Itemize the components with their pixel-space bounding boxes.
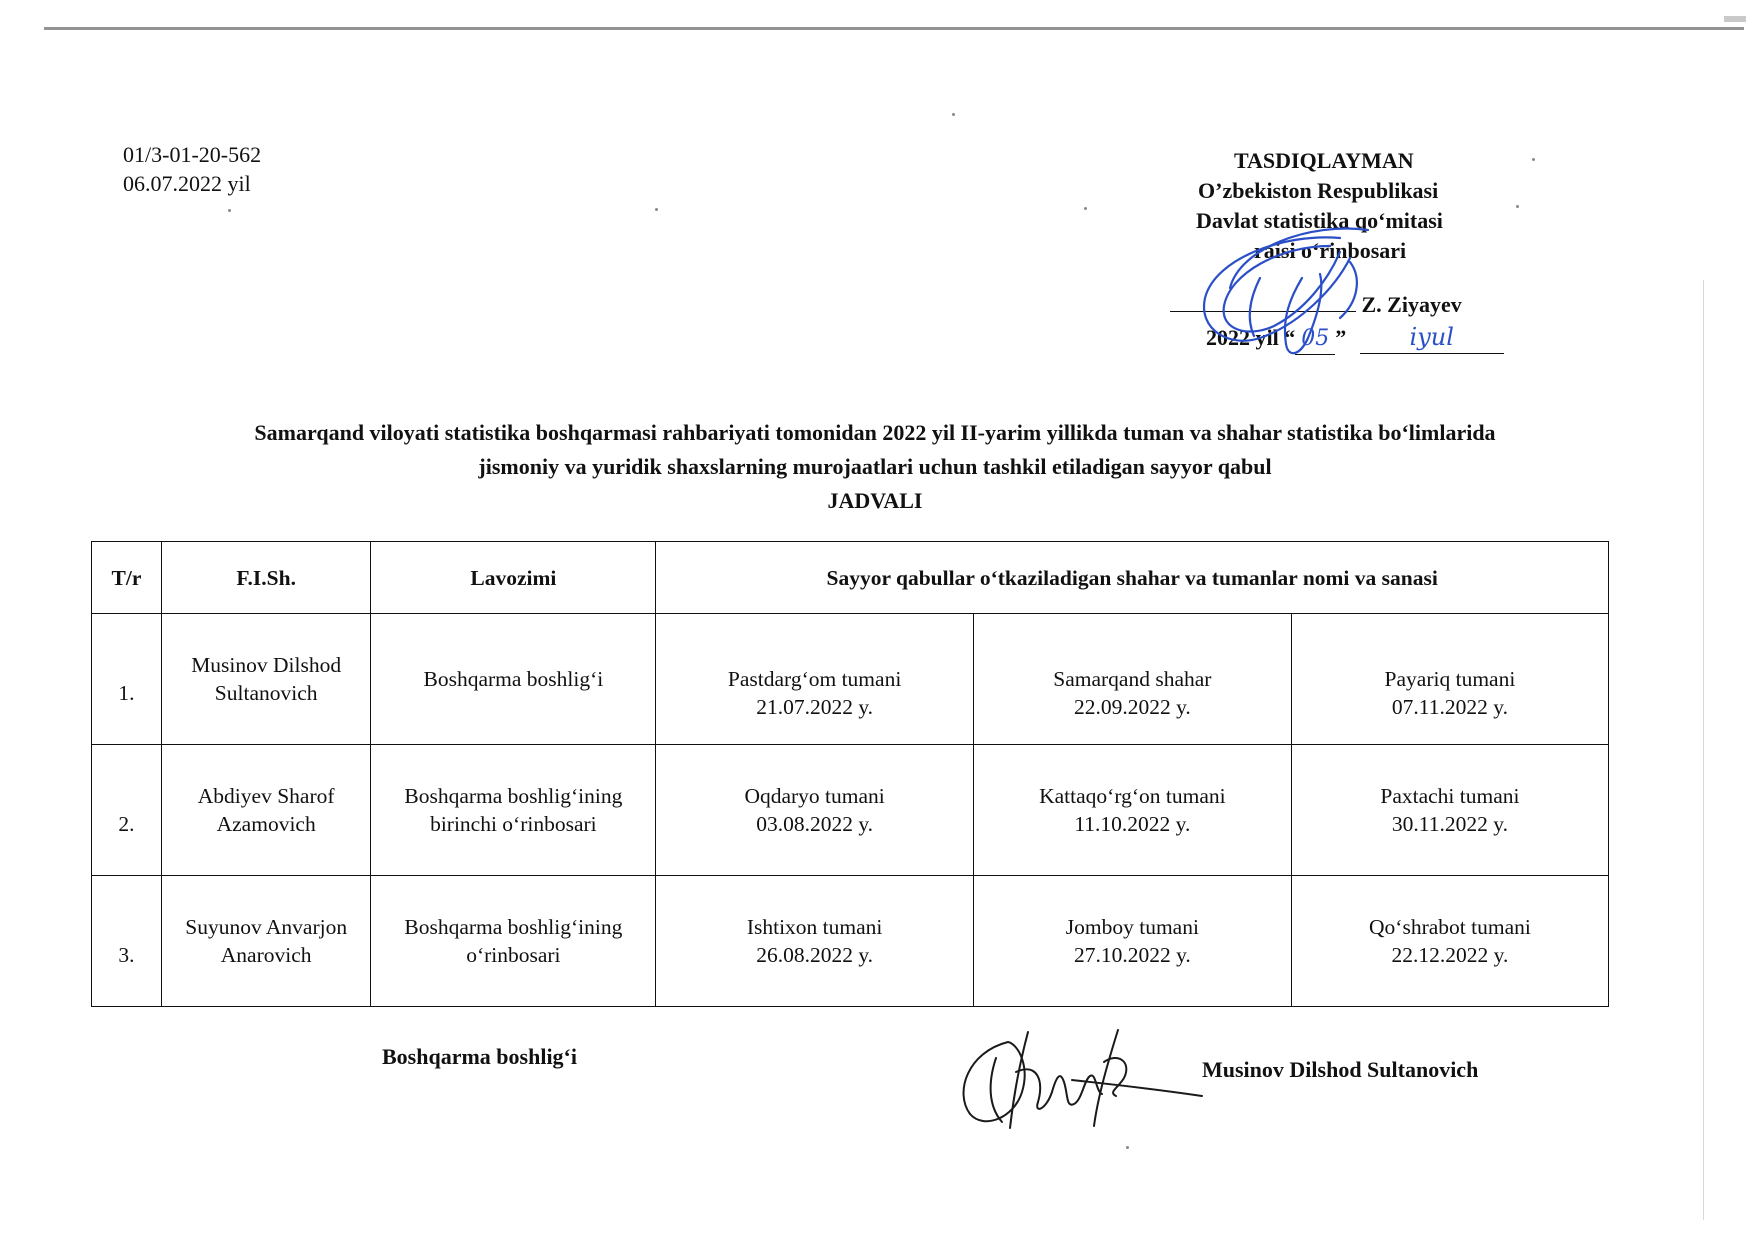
row-position: Boshqarma boshlig‘i bbox=[371, 614, 656, 745]
visit-cell: Kattaqo‘rg‘on tumani 11.10.2022 y. bbox=[973, 745, 1291, 876]
scan-top-edge bbox=[44, 27, 1744, 30]
scan-right-edge bbox=[1703, 280, 1704, 1220]
row-position: Boshqarma boshlig‘ining o‘rinbosari bbox=[371, 876, 656, 1007]
open-quote: “ bbox=[1284, 325, 1296, 350]
row-position: Boshqarma boshlig‘ining birinchi o‘rinbosari bbox=[371, 745, 656, 876]
approval-heading: TASDIQLAYMAN bbox=[1234, 148, 1414, 173]
visit-cell: Payariq tumani 07.11.2022 y. bbox=[1291, 614, 1608, 745]
head-signature-icon bbox=[948, 1022, 1208, 1134]
row-number: 2. bbox=[92, 745, 162, 876]
reference-number: 01/3-01-20-562 bbox=[123, 142, 262, 167]
approval-signature-icon bbox=[1190, 218, 1390, 378]
visit-cell: Pastdarg‘om tumani 21.07.2022 y. bbox=[656, 614, 974, 745]
handwritten-day: 05 bbox=[1301, 326, 1330, 351]
visit-cell: Paxtachi tumani 30.11.2022 y. bbox=[1291, 745, 1608, 876]
scan-speck bbox=[1084, 207, 1087, 210]
close-quote: ” bbox=[1335, 325, 1347, 350]
table-row bbox=[92, 745, 1609, 876]
footer-position: Boshqarma boshlig‘i bbox=[382, 1044, 577, 1069]
approval-line-3: raisi o‘rinbosari bbox=[1254, 238, 1407, 263]
row-name: Suyunov Anvarjon Anarovich bbox=[161, 876, 370, 1007]
approval-line-2: Davlat statistika qo‘mitasi bbox=[1196, 208, 1443, 233]
header-visits: Sayyor qabullar o‘tkaziladigan shahar va tumanlar nomi va sanasi bbox=[656, 542, 1609, 614]
scan-speck bbox=[655, 208, 658, 211]
schedule-table bbox=[91, 541, 1609, 1007]
visit-cell: Ishtixon tumani 26.08.2022 y. bbox=[656, 876, 974, 1007]
visit-cell: Samarqand shahar 22.09.2022 y. bbox=[973, 614, 1291, 745]
table-row bbox=[92, 876, 1609, 1007]
header-name: F.I.Sh. bbox=[161, 542, 370, 614]
header-position: Lavozimi bbox=[371, 542, 656, 614]
visit-cell: Qo‘shrabot tumani 22.12.2022 y. bbox=[1291, 876, 1608, 1007]
scan-corner-mark bbox=[1724, 16, 1746, 22]
table-header-row bbox=[92, 542, 1609, 614]
handwritten-month: iyul bbox=[1409, 323, 1454, 351]
title-line-1: Samarqand viloyati statistika boshqarmasi rahbariyati tomonidan 2022 yil II-yarim yillikda tuman va shahar statistika bo‘limlarida bbox=[254, 420, 1496, 445]
row-number: 1. bbox=[92, 614, 162, 745]
reference-date: 06.07.2022 yil bbox=[123, 171, 251, 196]
title-line-3: JADVALI bbox=[827, 488, 923, 513]
visit-cell: Jomboy tumani 27.10.2022 y. bbox=[973, 876, 1291, 1007]
document-reference bbox=[123, 140, 261, 198]
footer-name: Musinov Dilshod Sultanovich bbox=[1202, 1057, 1479, 1082]
scan-speck bbox=[952, 113, 955, 116]
row-name: Musinov Dilshod Sultanovich bbox=[161, 614, 370, 745]
approval-year: 2022 yil bbox=[1206, 325, 1279, 350]
row-number: 3. bbox=[92, 876, 162, 1007]
scan-speck bbox=[1126, 1146, 1129, 1149]
row-name: Abdiyev Sharof Azamovich bbox=[161, 745, 370, 876]
header-number: T/r bbox=[92, 542, 162, 614]
scan-speck bbox=[228, 209, 231, 212]
approval-signer: Z. Ziyayev bbox=[1361, 292, 1462, 317]
approval-line-1: O’zbekiston Respublikasi bbox=[1198, 178, 1439, 203]
document-title bbox=[120, 416, 1630, 518]
title-line-2: jismoniy va yuridik shaxslarning murojaatlari uchun tashkil etiladigan sayyor qabul bbox=[478, 454, 1272, 479]
visit-cell: Oqdaryo tumani 03.08.2022 y. bbox=[656, 745, 974, 876]
table-row bbox=[92, 614, 1609, 745]
